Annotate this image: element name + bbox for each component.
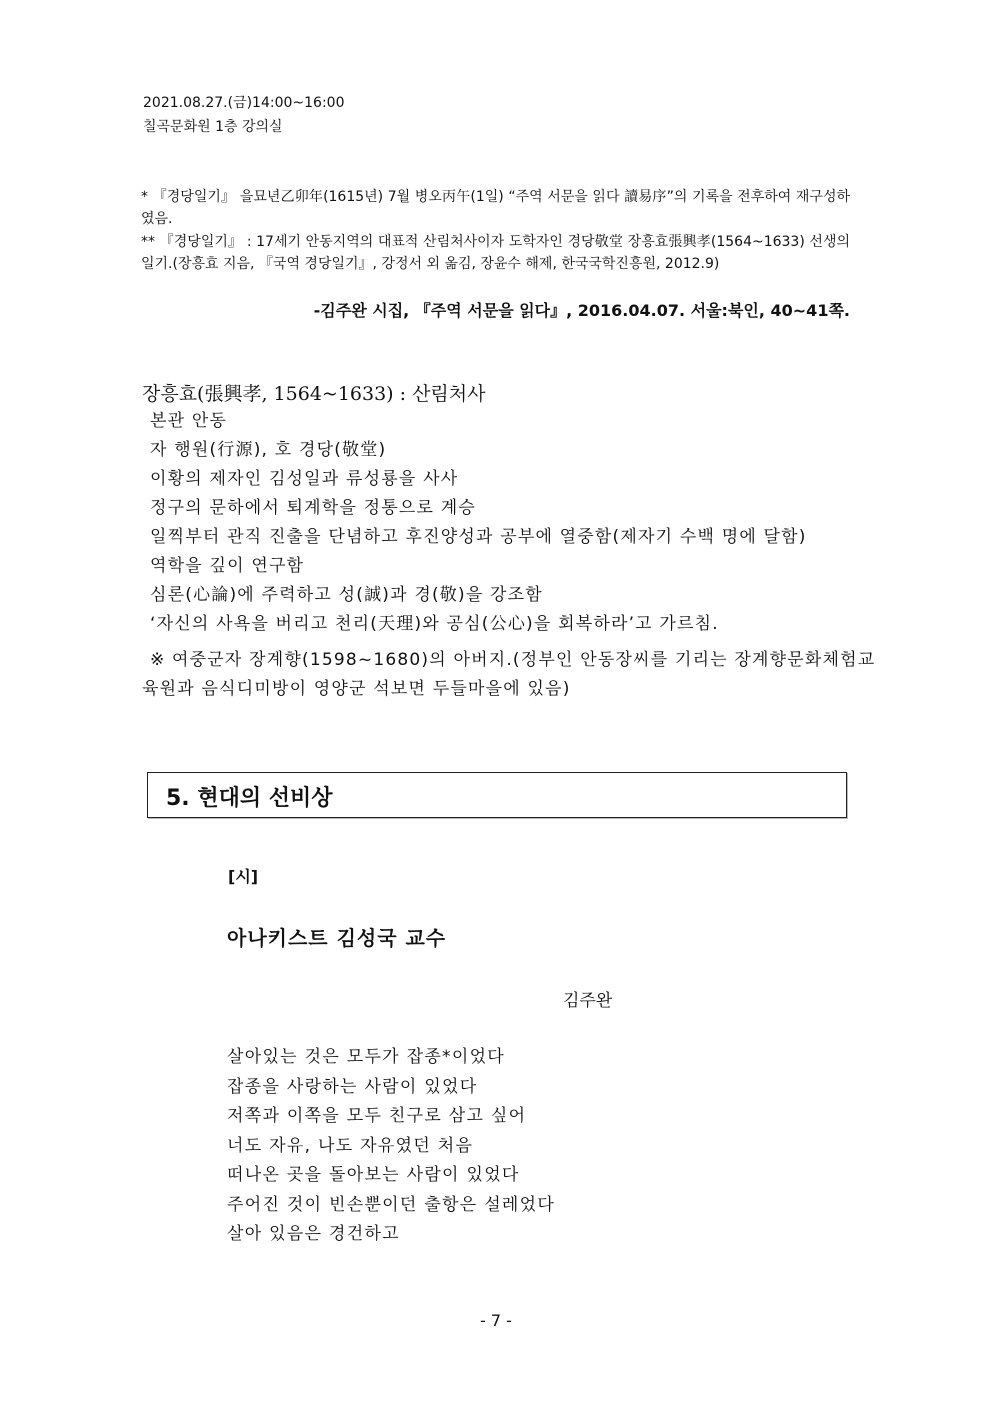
- poem-line: 살아 있음은 경건하고: [227, 1224, 400, 1244]
- poem-body: [227, 1042, 555, 1249]
- bio-line: 역학을 깊이 연구함: [150, 556, 305, 576]
- poem-line: 떠나온 곳을 돌아보는 사람이 있었다: [227, 1165, 520, 1185]
- poem-line: 저쪽과 이쪽을 모두 친구로 삼고 싶어: [227, 1106, 527, 1126]
- header-place: 칠곡문화원 1층 강의실: [143, 119, 283, 135]
- bio-line: 이황의 제자인 김성일과 류성룡을 사사: [150, 469, 459, 489]
- bio-line: 심론(心論)에 주력하고 성(誠)과 경(敬)을 강조함: [150, 585, 543, 605]
- bio-line: 자 행원(行源), 호 경당(敬堂): [150, 440, 387, 460]
- poem-line: 주어진 것이 빈손뿐이던 출항은 설레었다: [227, 1194, 556, 1215]
- bio-line: ‘자신의 사욕을 버리고 천리(天理)와 공심(公心)을 회복하라’고 가르침.: [150, 614, 719, 634]
- bio-note-line: 육원과 음식디미방이 영양군 석보면 두들마을에 있음): [142, 679, 571, 699]
- poem-title: 아나키스트 김성국 교수: [227, 926, 447, 950]
- bio-line: 일찍부터 관직 진출을 단념하고 후진양성과 공부에 열중함(제자기 수백 명에 달함): [150, 527, 807, 547]
- section-title: 5. 현대의 선비상: [166, 786, 333, 811]
- bio-note-line: ※ 여중군자 장계향(1598~1680)의 아버지.(정부인 안동장씨를 기리는 장계향문화체험교: [150, 650, 876, 670]
- bio-list: [150, 408, 807, 640]
- footnote-2: ** 『경당일기』 : 17세기 안동지역의 대표적 산림처사이자 도학자인 경당敬堂 장흥효張興孝(1564~1633) 선생의 일기.(장흥효 지음, 『국역 경당일기』, 강정서 외 옮김, 장윤수 해제, 한국국학진흥원, 2012.9): [141, 234, 850, 272]
- poem-author: 김주완: [563, 991, 613, 1011]
- citation: -김주완 시집, 『주역 서문을 읽다』, 2016.04.07. 서울:북인, 40~41쪽.: [313, 301, 850, 320]
- poem-line: 잡종을 사랑하는 사람이 있었다: [227, 1076, 478, 1097]
- poem-line: 너도 자유, 나도 자유였던 처음: [227, 1135, 474, 1156]
- header-date: 2021.08.27.(금)14:00~16:00: [143, 95, 345, 111]
- poem-tag: [시]: [228, 867, 259, 886]
- bio-title: 장흥효(張興孝, 1564~1633) : 산림처사: [142, 383, 486, 405]
- footnote-1: * 『경당일기』 을묘년乙卯年(1615년) 7월 병오丙午(1일) “주역 서문을 읽다 讀易序”의 기록을 전후하여 재구성하였음.: [141, 189, 850, 227]
- bio-line: 정구의 문하에서 퇴계학을 정통으로 계승: [150, 498, 476, 518]
- page-number: - 7 -: [480, 1311, 512, 1330]
- poem-line: 살아있는 것은 모두가 잡종*이었다: [227, 1047, 506, 1067]
- bio-line: 본관 안동: [150, 411, 228, 431]
